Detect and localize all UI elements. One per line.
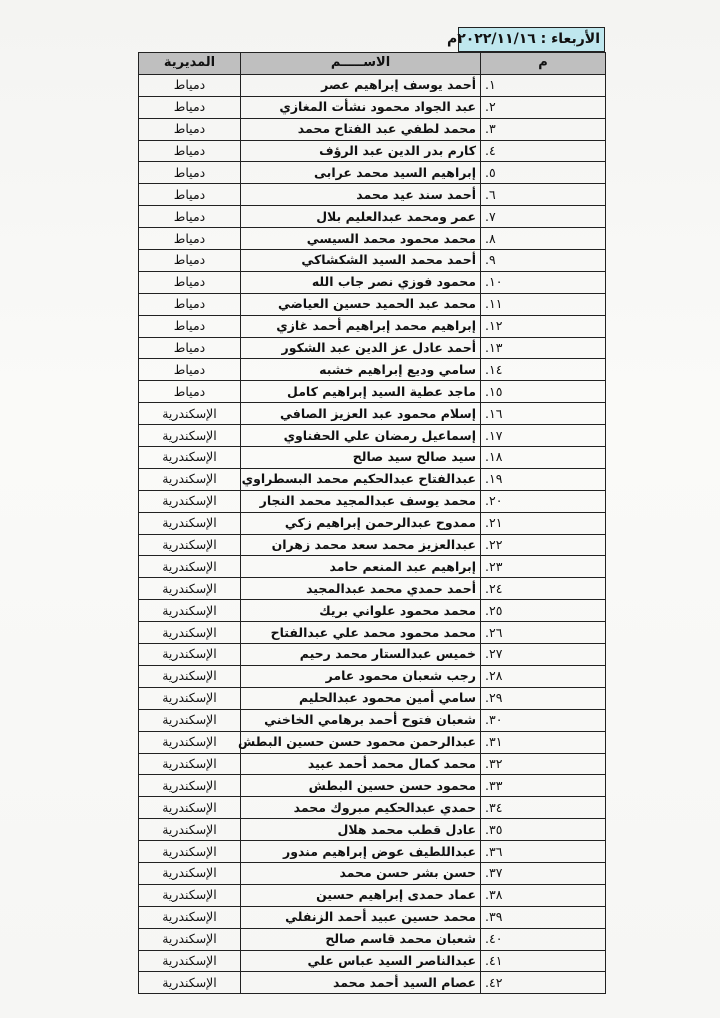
row-name: أحمد حمدي محمد عبدالمجيد (241, 578, 481, 600)
row-number: ٣. (481, 118, 606, 140)
row-number: ١٤. (481, 359, 606, 381)
row-number: ٨. (481, 228, 606, 250)
row-directorate: الإسكندرية (139, 972, 241, 994)
row-directorate: دمياط (139, 315, 241, 337)
table-row (139, 96, 606, 118)
row-name: عماد حمدى إبراهيم حسين (241, 884, 481, 906)
row-directorate: الإسكندرية (139, 578, 241, 600)
row-name: سيد صالح سيد صالح (241, 447, 481, 469)
row-directorate: الإسكندرية (139, 425, 241, 447)
table-row (139, 950, 606, 972)
table-row (139, 972, 606, 994)
row-number: ٣٥. (481, 819, 606, 841)
row-name: محمد كمال محمد أحمد عبيد (241, 753, 481, 775)
row-directorate: الإسكندرية (139, 862, 241, 884)
table-row (139, 184, 606, 206)
row-number: ١٢. (481, 315, 606, 337)
row-name: محمد يوسف عبدالمجيد محمد النجار (241, 490, 481, 512)
row-name: شعبان فتوح أحمد برهامي الخاخني (241, 709, 481, 731)
row-directorate: دمياط (139, 162, 241, 184)
table-row (139, 731, 606, 753)
table-row (139, 228, 606, 250)
row-directorate: الإسكندرية (139, 644, 241, 666)
row-name: ممدوح عبدالرحمن إبراهيم زكي (241, 512, 481, 534)
row-number: ٧. (481, 206, 606, 228)
row-directorate: الإسكندرية (139, 403, 241, 425)
table-row (139, 644, 606, 666)
row-name: خميس عبدالستار محمد رحيم (241, 644, 481, 666)
table-row (139, 753, 606, 775)
row-name: عبدالرحمن محمود حسن حسين البطش (241, 731, 481, 753)
row-number: ٢٤. (481, 578, 606, 600)
row-name: حمدي عبدالحكيم مبروك محمد (241, 797, 481, 819)
row-directorate: الإسكندرية (139, 906, 241, 928)
row-directorate: دمياط (139, 359, 241, 381)
row-number: ١٦. (481, 403, 606, 425)
row-name: إسماعيل رمضان علي الحفناوي (241, 425, 481, 447)
row-name: إبراهيم محمد إبراهيم أحمد غازي (241, 315, 481, 337)
table-row (139, 665, 606, 687)
row-directorate: الإسكندرية (139, 841, 241, 863)
row-number: ٣٢. (481, 753, 606, 775)
table-row (139, 906, 606, 928)
row-number: ٣٧. (481, 862, 606, 884)
row-directorate: الإسكندرية (139, 600, 241, 622)
row-directorate: الإسكندرية (139, 775, 241, 797)
row-name: محمد حسين عبيد أحمد الزنفلي (241, 906, 481, 928)
row-directorate: الإسكندرية (139, 687, 241, 709)
row-number: ٢٦. (481, 622, 606, 644)
table-row (139, 556, 606, 578)
row-directorate: الإسكندرية (139, 534, 241, 556)
row-directorate: دمياط (139, 337, 241, 359)
row-number: ٢٧. (481, 644, 606, 666)
row-directorate: الإسكندرية (139, 709, 241, 731)
row-number: ٤٠. (481, 928, 606, 950)
row-directorate: الإسكندرية (139, 447, 241, 469)
table-row (139, 381, 606, 403)
row-directorate: دمياط (139, 293, 241, 315)
row-name: أحمد عادل عز الدين عبد الشكور (241, 337, 481, 359)
row-name: أحمد محمد السيد الشكشاكي (241, 250, 481, 272)
table-header-row (139, 53, 606, 75)
row-number: ٥. (481, 162, 606, 184)
row-name: إسلام محمود عبد العزيز الصافي (241, 403, 481, 425)
table-row (139, 337, 606, 359)
table-row (139, 140, 606, 162)
row-directorate: الإسكندرية (139, 753, 241, 775)
row-name: رجب شعبان محمود عامر (241, 665, 481, 687)
row-number: ٢٣. (481, 556, 606, 578)
row-name: إبراهيم السيد محمد عرابى (241, 162, 481, 184)
table-row (139, 250, 606, 272)
table-row (139, 841, 606, 863)
row-name: محمد محمود علواني بريك (241, 600, 481, 622)
row-number: ٤١. (481, 950, 606, 972)
row-directorate: دمياط (139, 74, 241, 96)
table-row (139, 162, 606, 184)
row-number: ٣٦. (481, 841, 606, 863)
row-number: ٢. (481, 96, 606, 118)
table-row (139, 512, 606, 534)
table-row (139, 403, 606, 425)
row-number: ١٩. (481, 468, 606, 490)
row-number: ٣٤. (481, 797, 606, 819)
row-name: عادل قطب محمد هلال (241, 819, 481, 841)
row-number: ٤. (481, 140, 606, 162)
row-name: عمر ومحمد عبدالعليم بلال (241, 206, 481, 228)
row-number: ١١. (481, 293, 606, 315)
row-number: ٦. (481, 184, 606, 206)
date-header: الأربعاء : ٢٠٢٢/١١/١٦م (458, 27, 605, 52)
row-name: محمد محمود محمد السيسي (241, 228, 481, 250)
row-number: ٣١. (481, 731, 606, 753)
row-name: محمود حسن حسين البطش (241, 775, 481, 797)
row-number: ٤٢. (481, 972, 606, 994)
row-name: محمود فوزي نصر جاب الله (241, 271, 481, 293)
row-directorate: الإسكندرية (139, 665, 241, 687)
row-number: ٢٢. (481, 534, 606, 556)
column-header-number: م (481, 53, 606, 75)
row-number: ٢٠. (481, 490, 606, 512)
table-row (139, 118, 606, 140)
table-row (139, 447, 606, 469)
row-name: عصام السيد أحمد محمد (241, 972, 481, 994)
row-name: شعبان محمد قاسم صالح (241, 928, 481, 950)
table-row (139, 206, 606, 228)
row-name: عبداللطيف عوض إبراهيم مندور (241, 841, 481, 863)
table-row (139, 884, 606, 906)
row-name: عبد الجواد محمود نشأت المغازي (241, 96, 481, 118)
row-number: ٢١. (481, 512, 606, 534)
row-number: ٣٠. (481, 709, 606, 731)
row-number: ٣٩. (481, 906, 606, 928)
names-table (138, 52, 606, 994)
table-row (139, 74, 606, 96)
row-directorate: دمياط (139, 271, 241, 293)
row-number: ١٠. (481, 271, 606, 293)
table-row (139, 315, 606, 337)
table-row (139, 359, 606, 381)
table-row (139, 819, 606, 841)
table-row (139, 622, 606, 644)
row-name: كارم بدر الدين عبد الرؤف (241, 140, 481, 162)
row-number: ١٥. (481, 381, 606, 403)
row-number: ٢٥. (481, 600, 606, 622)
row-directorate: الإسكندرية (139, 731, 241, 753)
row-name: أحمد سند عيد محمد (241, 184, 481, 206)
row-name: ماجد عطية السيد إبراهيم كامل (241, 381, 481, 403)
row-number: ٢٨. (481, 665, 606, 687)
row-directorate: دمياط (139, 140, 241, 162)
column-header-directorate: المديرية (139, 53, 241, 75)
table-row (139, 468, 606, 490)
table-row (139, 578, 606, 600)
row-directorate: دمياط (139, 118, 241, 140)
table-row (139, 534, 606, 556)
table-row (139, 709, 606, 731)
row-number: ١٣. (481, 337, 606, 359)
row-directorate: دمياط (139, 228, 241, 250)
row-name: إبراهيم عبد المنعم حامد (241, 556, 481, 578)
row-name: عبدالعزيز محمد سعد محمد زهران (241, 534, 481, 556)
row-directorate: دمياط (139, 96, 241, 118)
column-header-name: الاســـــم (241, 53, 481, 75)
row-directorate: دمياط (139, 381, 241, 403)
row-directorate: الإسكندرية (139, 928, 241, 950)
row-number: ١٧. (481, 425, 606, 447)
row-directorate: الإسكندرية (139, 490, 241, 512)
table-row (139, 797, 606, 819)
row-directorate: الإسكندرية (139, 512, 241, 534)
row-directorate: الإسكندرية (139, 950, 241, 972)
row-name: محمد محمود محمد علي عبدالفتاح (241, 622, 481, 644)
table-row (139, 425, 606, 447)
row-number: ٩. (481, 250, 606, 272)
row-number: ١٨. (481, 447, 606, 469)
row-name: سامي أمين محمود عبدالحليم (241, 687, 481, 709)
table-row (139, 600, 606, 622)
row-directorate: الإسكندرية (139, 556, 241, 578)
row-directorate: دمياط (139, 184, 241, 206)
row-name: سامي وديع إبراهيم خشبه (241, 359, 481, 381)
row-number: ٣٣. (481, 775, 606, 797)
row-name: محمد عبد الحميد حسين العياضي (241, 293, 481, 315)
table-row (139, 490, 606, 512)
row-directorate: الإسكندرية (139, 468, 241, 490)
row-directorate: الإسكندرية (139, 884, 241, 906)
table-row (139, 271, 606, 293)
row-number: ١. (481, 74, 606, 96)
row-number: ٣٨. (481, 884, 606, 906)
table-row (139, 293, 606, 315)
row-name: عبدالناصر السيد عباس علي (241, 950, 481, 972)
table-row (139, 775, 606, 797)
row-directorate: الإسكندرية (139, 622, 241, 644)
row-directorate: دمياط (139, 206, 241, 228)
row-number: ٢٩. (481, 687, 606, 709)
row-name: عبدالفتاح عبدالحكيم محمد البسطراوي (241, 468, 481, 490)
row-name: حسن بشر حسن محمد (241, 862, 481, 884)
table-row (139, 928, 606, 950)
table-row (139, 687, 606, 709)
row-name: محمد لطفي عبد الفتاح محمد (241, 118, 481, 140)
row-name: أحمد يوسف إبراهيم عصر (241, 74, 481, 96)
row-directorate: الإسكندرية (139, 819, 241, 841)
row-directorate: دمياط (139, 250, 241, 272)
table-row (139, 862, 606, 884)
row-directorate: الإسكندرية (139, 797, 241, 819)
